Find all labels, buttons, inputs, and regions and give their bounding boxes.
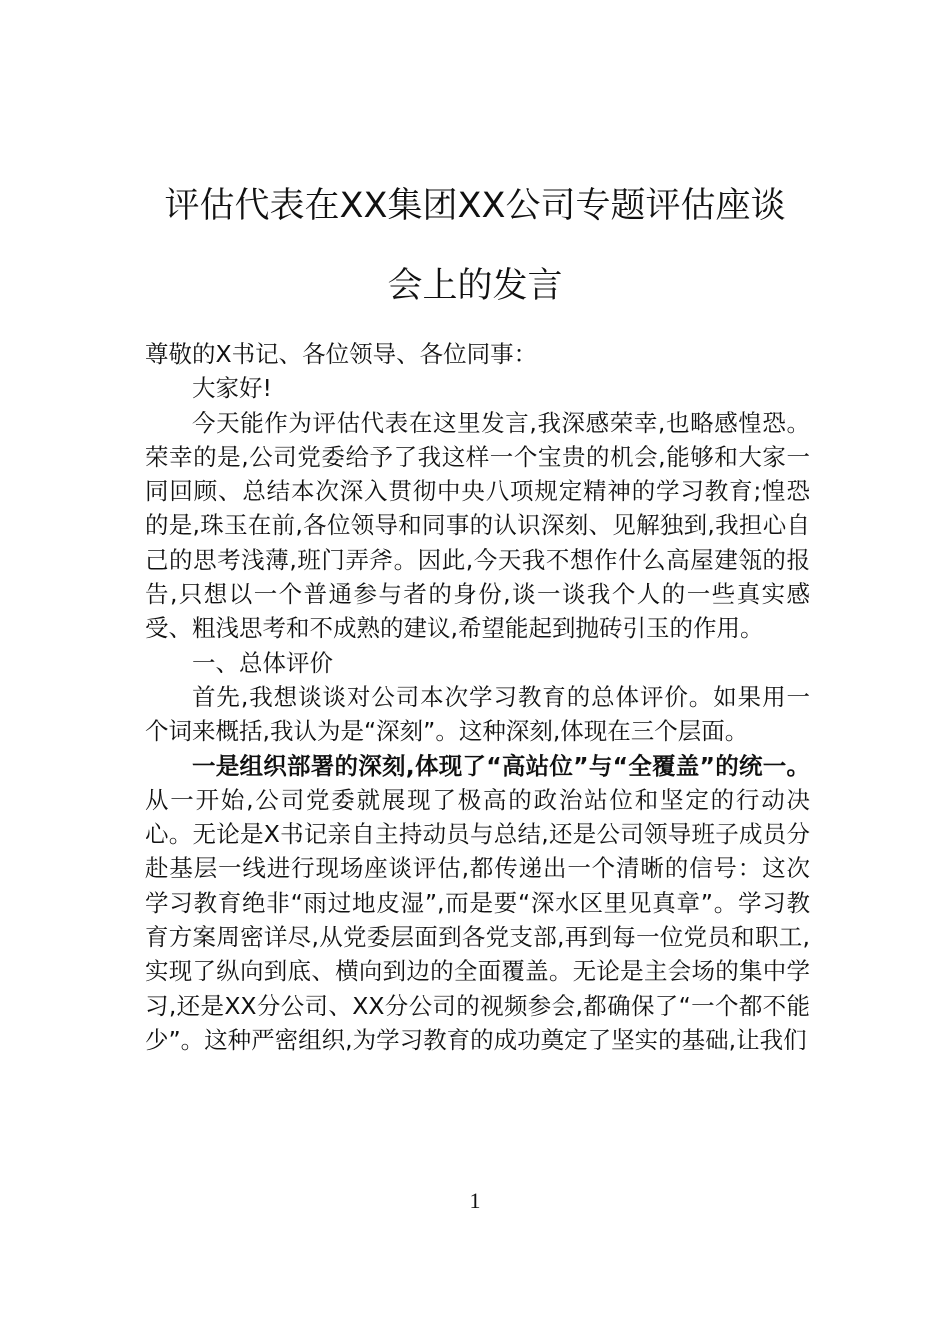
paragraph-organization <box>145 749 810 1058</box>
page-number: 1 <box>469 1188 481 1213</box>
document-title <box>140 166 810 326</box>
title-line-2: 会上的发言 <box>387 266 563 306</box>
paragraph-intro: 今天能作为评估代表在这里发言,我深感荣幸,也略感惶恐。荣幸的是,公司党委给予了我这样一个宝贵的机会,能够和大家一同回顾、总结本次深入贯彻中央八项规定精神的学习教育;惶恐的是,珠玉在前,各位领导和同事的认识深刻、见解独到,我担心自己的思考浅薄,班门弄斧。因此,今天我不想作什么高屋建瓴的报告,只想以一个普通参与者的身份,谈一谈我个人的一些真实感受、粗浅思考和不成熟的建议,希望能起到抛砖引玉的作用。 <box>145 408 810 643</box>
salutation: 尊敬的X书记、各位领导、各位同事： <box>145 340 538 368</box>
title-line-1: 评估代表在XX集团XX公司专题评估座谈 <box>164 186 786 226</box>
paragraph-overall-evaluation: 首先,我想谈谈对公司本次学习教育的总体评价。如果用一个词来概括,我认为是“深刻”。这种深刻,体现在三个层面。 <box>145 682 810 746</box>
greeting: 大家好! <box>192 374 272 403</box>
paragraph-body: 从一开始,公司党委就展现了极高的政治站位和坚定的行动决心。无论是X书记亲自主持动员与总结,还是公司领导班子成员分赴基层一线进行现场座谈评估,都传递出一个清晰的信号：这次学习教育绝非“雨过地皮湿”,而是要“深水区里见真章”。学习教育方案周密详尽,从党委层面到各党支部,再到每一位党员和职工,实现了纵向到底、横向到边的全面覆盖。无论是主会场的集中学习,还是XX分公司、XX分公司的视频参会,都确保了“一个都不能少”。这种严密组织,为学习教育的成功奠定了坚实的基础,让我们 <box>145 785 810 1054</box>
paragraph-lead-bold: 一是组织部署的深刻,体现了“高站位”与“全覆盖”的统一。 <box>192 751 810 780</box>
section-heading-overall-evaluation: 一、总体评价 <box>192 648 333 677</box>
document-body <box>145 337 810 1057</box>
